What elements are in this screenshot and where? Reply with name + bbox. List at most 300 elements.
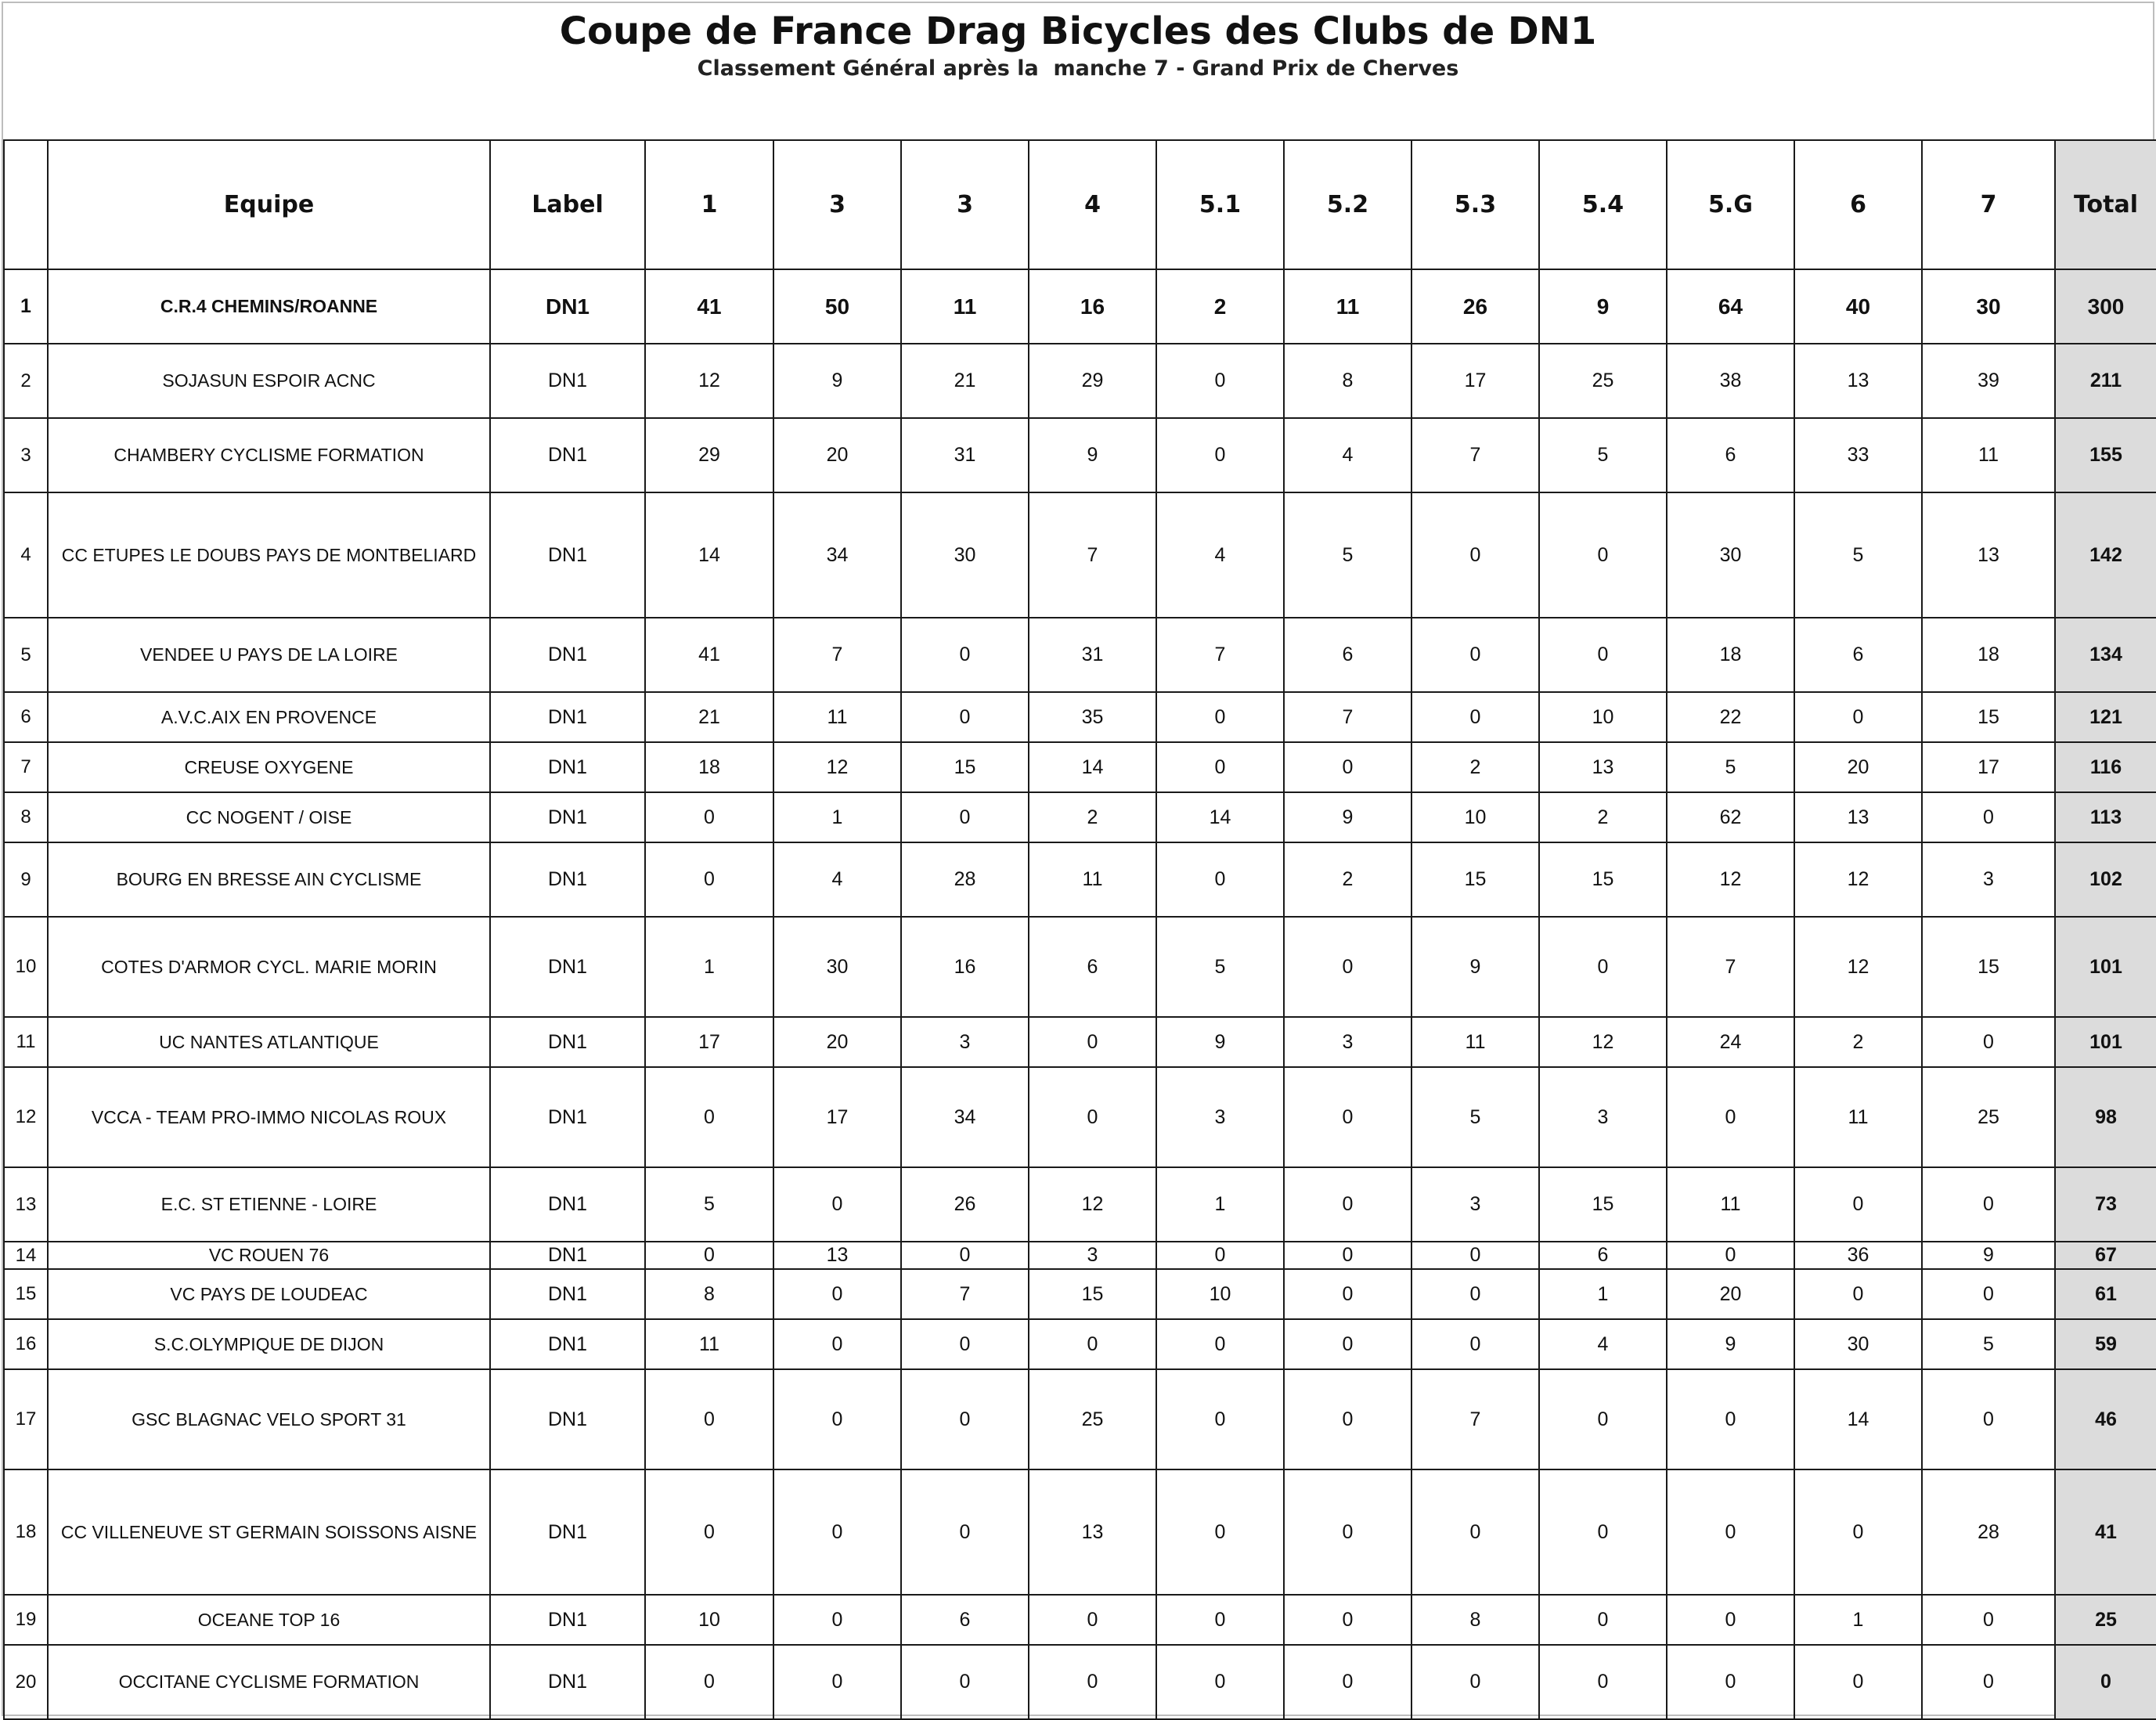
- manche-6-score-cell: 0: [1794, 692, 1922, 742]
- manche-5-3-score-cell: 7: [1411, 1369, 1539, 1469]
- rank-cell: 18: [4, 1469, 48, 1595]
- manche-5-3-score-cell: 0: [1411, 1242, 1539, 1269]
- manche-5-4-score-cell: 0: [1539, 1595, 1667, 1645]
- manche-3b-score-cell: 0: [901, 792, 1029, 842]
- manche-1-score-cell: 0: [645, 1242, 773, 1269]
- label-cell: DN1: [490, 1242, 645, 1269]
- rank-header: [4, 140, 48, 269]
- manche-5-1-header: 5.1: [1156, 140, 1284, 269]
- manche-5-g-score-cell: 38: [1667, 344, 1794, 418]
- manche-3a-score-cell: 13: [773, 1242, 901, 1269]
- manche-6-score-cell: 33: [1794, 418, 1922, 492]
- table-row: [4, 492, 2156, 618]
- manche-3b-score-cell: 3: [901, 1017, 1029, 1067]
- manche-1-score-cell: 8: [645, 1269, 773, 1319]
- manche-5-g-score-cell: 12: [1667, 842, 1794, 917]
- table-row: [4, 1595, 2156, 1645]
- rank-cell: 16: [4, 1319, 48, 1369]
- manche-5-1-score-cell: 2: [1156, 269, 1284, 344]
- team-name-cell: CC NOGENT / OISE: [48, 792, 490, 842]
- team-name-cell: CC ETUPES LE DOUBS PAYS DE MONTBELIARD: [48, 492, 490, 618]
- label-cell: DN1: [490, 1319, 645, 1369]
- manche-3b-score-cell: 0: [901, 1242, 1029, 1269]
- manche-5-2-score-cell: 4: [1284, 418, 1411, 492]
- manche-4-score-cell: 31: [1029, 618, 1156, 692]
- manche-7-score-cell: 0: [1922, 1167, 2055, 1242]
- manche-5-2-score-cell: 0: [1284, 917, 1411, 1017]
- manche-4-score-cell: 13: [1029, 1469, 1156, 1595]
- manche-5-2-score-cell: 0: [1284, 1067, 1411, 1167]
- manche-5-3-score-cell: 0: [1411, 492, 1539, 618]
- rank-cell: 5: [4, 618, 48, 692]
- manche-5-4-score-cell: 0: [1539, 492, 1667, 618]
- manche-5-2-score-cell: 0: [1284, 1595, 1411, 1645]
- manche-3b-score-cell: 31: [901, 418, 1029, 492]
- manche-3a-score-cell: 12: [773, 742, 901, 792]
- manche-5-3-score-cell: 0: [1411, 692, 1539, 742]
- label-cell: DN1: [490, 1017, 645, 1067]
- manche-5-2-score-cell: 9: [1284, 792, 1411, 842]
- manche-1-score-cell: 0: [645, 792, 773, 842]
- table-row: [4, 792, 2156, 842]
- manche-5-4-score-cell: 1: [1539, 1269, 1667, 1319]
- rank-cell: 17: [4, 1369, 48, 1469]
- manche-5-1-score-cell: 0: [1156, 1595, 1284, 1645]
- manche-5-2-score-cell: 5: [1284, 492, 1411, 618]
- table-row: [4, 1017, 2156, 1067]
- manche-3a-score-cell: 0: [773, 1369, 901, 1469]
- label-cell: DN1: [490, 269, 645, 344]
- rank-cell: 19: [4, 1595, 48, 1645]
- total-cell: 73: [2055, 1167, 2156, 1242]
- team-name-cell: S.C.OLYMPIQUE DE DIJON: [48, 1319, 490, 1369]
- rank-cell: 4: [4, 492, 48, 618]
- manche-7-score-cell: 0: [1922, 1595, 2055, 1645]
- manche-5-g-score-cell: 0: [1667, 1369, 1794, 1469]
- manche-3b-score-cell: 6: [901, 1595, 1029, 1645]
- manche-5-4-score-cell: 4: [1539, 1319, 1667, 1369]
- total-cell: 142: [2055, 492, 2156, 618]
- manche-3a-score-cell: 20: [773, 1017, 901, 1067]
- table-row: [4, 692, 2156, 742]
- team-name-cell: BOURG EN BRESSE AIN CYCLISME: [48, 842, 490, 917]
- manche-5-3-score-cell: 0: [1411, 618, 1539, 692]
- manche-5-4-score-cell: 12: [1539, 1017, 1667, 1067]
- manche-1-score-cell: 21: [645, 692, 773, 742]
- total-cell: 113: [2055, 792, 2156, 842]
- label-header: Label: [490, 140, 645, 269]
- manche-1-score-cell: 18: [645, 742, 773, 792]
- total-cell: 61: [2055, 1269, 2156, 1319]
- manche-5-1-score-cell: 9: [1156, 1017, 1284, 1067]
- manche-6-header: 6: [1794, 140, 1922, 269]
- manche-3a-score-cell: 7: [773, 618, 901, 692]
- manche-5-4-score-cell: 3: [1539, 1067, 1667, 1167]
- manche-5-4-score-cell: 0: [1539, 1645, 1667, 1719]
- manche-5-g-score-cell: 30: [1667, 492, 1794, 618]
- manche-6-score-cell: 2: [1794, 1017, 1922, 1067]
- manche-5-3-score-cell: 11: [1411, 1017, 1539, 1067]
- total-cell: 59: [2055, 1319, 2156, 1369]
- manche-5-g-score-cell: 0: [1667, 1242, 1794, 1269]
- manche-6-score-cell: 20: [1794, 742, 1922, 792]
- label-cell: DN1: [490, 1595, 645, 1645]
- manche-5-2-score-cell: 0: [1284, 1645, 1411, 1719]
- manche-3b-score-cell: 34: [901, 1067, 1029, 1167]
- manche-5-g-score-cell: 5: [1667, 742, 1794, 792]
- manche-5-1-score-cell: 0: [1156, 1242, 1284, 1269]
- team-name-cell: VC ROUEN 76: [48, 1242, 490, 1269]
- team-name-cell: CHAMBERY CYCLISME FORMATION: [48, 418, 490, 492]
- rank-cell: 1: [4, 269, 48, 344]
- rank-cell: 10: [4, 917, 48, 1017]
- manche-6-score-cell: 6: [1794, 618, 1922, 692]
- manche-7-score-cell: 28: [1922, 1469, 2055, 1595]
- manche-5-4-score-cell: 9: [1539, 269, 1667, 344]
- manche-5-1-score-cell: 14: [1156, 792, 1284, 842]
- total-cell: 98: [2055, 1067, 2156, 1167]
- manche-3a-score-cell: 11: [773, 692, 901, 742]
- manche-7-score-cell: 18: [1922, 618, 2055, 692]
- manche-5-4-score-cell: 0: [1539, 917, 1667, 1017]
- team-name-cell: CC VILLENEUVE ST GERMAIN SOISSONS AISNE: [48, 1469, 490, 1595]
- manche-5-g-score-cell: 0: [1667, 1595, 1794, 1645]
- total-cell: 101: [2055, 1017, 2156, 1067]
- manche-3a-score-cell: 50: [773, 269, 901, 344]
- manche-7-score-cell: 3: [1922, 842, 2055, 917]
- manche-7-score-cell: 30: [1922, 269, 2055, 344]
- manche-4-score-cell: 0: [1029, 1017, 1156, 1067]
- manche-5-g-score-cell: 0: [1667, 1469, 1794, 1595]
- manche-5-2-score-cell: 0: [1284, 1167, 1411, 1242]
- rank-cell: 9: [4, 842, 48, 917]
- manche-5-3-score-cell: 15: [1411, 842, 1539, 917]
- table-row: [4, 917, 2156, 1017]
- manche-3b-score-cell: 30: [901, 492, 1029, 618]
- manche-5-g-header: 5.G: [1667, 140, 1794, 269]
- manche-5-g-score-cell: 6: [1667, 418, 1794, 492]
- label-cell: DN1: [490, 917, 645, 1017]
- manche-3b-score-cell: 21: [901, 344, 1029, 418]
- manche-5-1-score-cell: 10: [1156, 1269, 1284, 1319]
- manche-6-score-cell: 14: [1794, 1369, 1922, 1469]
- manche-5-g-score-cell: 24: [1667, 1017, 1794, 1067]
- total-cell: 25: [2055, 1595, 2156, 1645]
- rank-cell: 3: [4, 418, 48, 492]
- manche-3a-score-cell: 0: [773, 1595, 901, 1645]
- manche-5-2-score-cell: 0: [1284, 1469, 1411, 1595]
- total-cell: 134: [2055, 618, 2156, 692]
- manche-5-4-score-cell: 6: [1539, 1242, 1667, 1269]
- manche-6-score-cell: 1: [1794, 1595, 1922, 1645]
- table-row: [4, 269, 2156, 344]
- manche-6-score-cell: 0: [1794, 1269, 1922, 1319]
- manche-3b-header: 3: [901, 140, 1029, 269]
- manche-6-score-cell: 36: [1794, 1242, 1922, 1269]
- manche-5-1-score-cell: 1: [1156, 1167, 1284, 1242]
- label-cell: DN1: [490, 492, 645, 618]
- manche-7-score-cell: 0: [1922, 792, 2055, 842]
- manche-1-score-cell: 14: [645, 492, 773, 618]
- table-row: [4, 344, 2156, 418]
- rank-cell: 11: [4, 1017, 48, 1067]
- manche-4-score-cell: 15: [1029, 1269, 1156, 1319]
- table-row: [4, 618, 2156, 692]
- total-cell: 101: [2055, 917, 2156, 1017]
- manche-5-2-score-cell: 0: [1284, 1242, 1411, 1269]
- manche-1-score-cell: 11: [645, 1319, 773, 1369]
- manche-1-score-cell: 41: [645, 618, 773, 692]
- manche-5-1-score-cell: 0: [1156, 1319, 1284, 1369]
- manche-4-score-cell: 6: [1029, 917, 1156, 1017]
- rank-cell: 6: [4, 692, 48, 742]
- manche-5-2-score-cell: 3: [1284, 1017, 1411, 1067]
- manche-5-3-score-cell: 8: [1411, 1595, 1539, 1645]
- manche-5-3-header: 5.3: [1411, 140, 1539, 269]
- rank-cell: 14: [4, 1242, 48, 1269]
- manche-5-3-score-cell: 0: [1411, 1269, 1539, 1319]
- manche-5-1-score-cell: 5: [1156, 917, 1284, 1017]
- total-cell: 211: [2055, 344, 2156, 418]
- manche-3b-score-cell: 16: [901, 917, 1029, 1017]
- manche-6-score-cell: 13: [1794, 344, 1922, 418]
- team-name-cell: VENDEE U PAYS DE LA LOIRE: [48, 618, 490, 692]
- label-cell: DN1: [490, 742, 645, 792]
- manche-3a-score-cell: 9: [773, 344, 901, 418]
- manche-5-2-score-cell: 11: [1284, 269, 1411, 344]
- manche-5-3-score-cell: 17: [1411, 344, 1539, 418]
- manche-5-g-score-cell: 9: [1667, 1319, 1794, 1369]
- manche-5-1-score-cell: 4: [1156, 492, 1284, 618]
- manche-3b-score-cell: 0: [901, 1469, 1029, 1595]
- manche-1-score-cell: 0: [645, 1469, 773, 1595]
- manche-7-score-cell: 13: [1922, 492, 2055, 618]
- manche-5-1-score-cell: 0: [1156, 1469, 1284, 1595]
- team-name-cell: COTES D'ARMOR CYCL. MARIE MORIN: [48, 917, 490, 1017]
- manche-7-score-cell: 5: [1922, 1319, 2055, 1369]
- total-cell: 300: [2055, 269, 2156, 344]
- total-cell: 102: [2055, 842, 2156, 917]
- manche-4-score-cell: 0: [1029, 1595, 1156, 1645]
- manche-1-score-cell: 0: [645, 842, 773, 917]
- manche-5-1-score-cell: 3: [1156, 1067, 1284, 1167]
- label-cell: DN1: [490, 1645, 645, 1719]
- manche-5-4-score-cell: 15: [1539, 1167, 1667, 1242]
- manche-5-g-score-cell: 64: [1667, 269, 1794, 344]
- manche-4-score-cell: 12: [1029, 1167, 1156, 1242]
- manche-3a-score-cell: 0: [773, 1167, 901, 1242]
- label-cell: DN1: [490, 418, 645, 492]
- manche-1-score-cell: 12: [645, 344, 773, 418]
- manche-1-header: 1: [645, 140, 773, 269]
- table-row: [4, 1369, 2156, 1469]
- manche-3a-score-cell: 0: [773, 1319, 901, 1369]
- manche-5-1-score-cell: 0: [1156, 692, 1284, 742]
- manche-6-score-cell: 13: [1794, 792, 1922, 842]
- manche-5-g-score-cell: 62: [1667, 792, 1794, 842]
- manche-7-score-cell: 15: [1922, 917, 2055, 1017]
- label-cell: DN1: [490, 1167, 645, 1242]
- manche-5-g-score-cell: 22: [1667, 692, 1794, 742]
- manche-7-header: 7: [1922, 140, 2055, 269]
- manche-5-3-score-cell: 26: [1411, 269, 1539, 344]
- total-cell: 67: [2055, 1242, 2156, 1269]
- manche-7-score-cell: 17: [1922, 742, 2055, 792]
- team-name-cell: CREUSE OXYGENE: [48, 742, 490, 792]
- manche-6-score-cell: 0: [1794, 1645, 1922, 1719]
- table-row: [4, 1319, 2156, 1369]
- manche-5-1-score-cell: 0: [1156, 344, 1284, 418]
- page-subtitle: Classement Général après la manche 7 - Grand Prix de Cherves: [697, 56, 1459, 81]
- label-cell: DN1: [490, 1469, 645, 1595]
- team-name-cell: GSC BLAGNAC VELO SPORT 31: [48, 1369, 490, 1469]
- label-cell: DN1: [490, 1369, 645, 1469]
- manche-7-score-cell: 0: [1922, 1645, 2055, 1719]
- manche-1-score-cell: 10: [645, 1595, 773, 1645]
- manche-5-1-score-cell: 0: [1156, 742, 1284, 792]
- rank-cell: 20: [4, 1645, 48, 1719]
- page-title: Coupe de France Drag Bicycles des Clubs de DN1: [559, 9, 1597, 53]
- manche-6-score-cell: 11: [1794, 1067, 1922, 1167]
- manche-5-4-score-cell: 0: [1539, 618, 1667, 692]
- manche-5-g-score-cell: 7: [1667, 917, 1794, 1017]
- manche-1-score-cell: 17: [645, 1017, 773, 1067]
- manche-4-score-cell: 35: [1029, 692, 1156, 742]
- manche-5-2-header: 5.2: [1284, 140, 1411, 269]
- manche-5-2-score-cell: 0: [1284, 742, 1411, 792]
- manche-7-score-cell: 0: [1922, 1269, 2055, 1319]
- manche-3b-score-cell: 0: [901, 1319, 1029, 1369]
- manche-5-4-score-cell: 2: [1539, 792, 1667, 842]
- header-row: [4, 140, 2156, 269]
- manche-5-2-score-cell: 0: [1284, 1269, 1411, 1319]
- manche-5-4-score-cell: 5: [1539, 418, 1667, 492]
- manche-4-score-cell: 14: [1029, 742, 1156, 792]
- manche-3b-score-cell: 7: [901, 1269, 1029, 1319]
- manche-7-score-cell: 0: [1922, 1369, 2055, 1469]
- standings-table: [3, 139, 2156, 1720]
- manche-3b-score-cell: 0: [901, 1369, 1029, 1469]
- manche-5-g-score-cell: 18: [1667, 618, 1794, 692]
- rank-cell: 13: [4, 1167, 48, 1242]
- manche-4-score-cell: 16: [1029, 269, 1156, 344]
- manche-5-3-score-cell: 0: [1411, 1645, 1539, 1719]
- manche-3b-score-cell: 28: [901, 842, 1029, 917]
- team-name-cell: UC NANTES ATLANTIQUE: [48, 1017, 490, 1067]
- manche-5-1-score-cell: 0: [1156, 1645, 1284, 1719]
- manche-5-2-score-cell: 0: [1284, 1369, 1411, 1469]
- table-row: [4, 1645, 2156, 1719]
- manche-1-score-cell: 0: [645, 1067, 773, 1167]
- manche-5-g-score-cell: 0: [1667, 1645, 1794, 1719]
- table-row: [4, 1469, 2156, 1595]
- manche-5-4-score-cell: 15: [1539, 842, 1667, 917]
- manche-1-score-cell: 1: [645, 917, 773, 1017]
- manche-4-score-cell: 0: [1029, 1645, 1156, 1719]
- manche-4-score-cell: 29: [1029, 344, 1156, 418]
- manche-3a-score-cell: 30: [773, 917, 901, 1017]
- manche-5-4-score-cell: 25: [1539, 344, 1667, 418]
- total-cell: 41: [2055, 1469, 2156, 1595]
- table-row: [4, 1067, 2156, 1167]
- manche-5-1-score-cell: 7: [1156, 618, 1284, 692]
- manche-1-score-cell: 0: [645, 1645, 773, 1719]
- total-header: Total: [2055, 140, 2156, 269]
- table-row: [4, 1269, 2156, 1319]
- team-name-cell: VCCA - TEAM PRO-IMMO NICOLAS ROUX: [48, 1067, 490, 1167]
- manche-6-score-cell: 0: [1794, 1469, 1922, 1595]
- manche-3a-score-cell: 4: [773, 842, 901, 917]
- manche-5-3-score-cell: 7: [1411, 418, 1539, 492]
- manche-4-score-cell: 2: [1029, 792, 1156, 842]
- manche-4-score-cell: 0: [1029, 1067, 1156, 1167]
- manche-5-3-score-cell: 10: [1411, 792, 1539, 842]
- manche-5-3-score-cell: 3: [1411, 1167, 1539, 1242]
- manche-5-4-header: 5.4: [1539, 140, 1667, 269]
- manche-6-score-cell: 12: [1794, 842, 1922, 917]
- manche-3b-score-cell: 26: [901, 1167, 1029, 1242]
- manche-3b-score-cell: 0: [901, 1645, 1029, 1719]
- label-cell: DN1: [490, 692, 645, 742]
- manche-3a-score-cell: 0: [773, 1469, 901, 1595]
- manche-5-2-score-cell: 7: [1284, 692, 1411, 742]
- manche-4-header: 4: [1029, 140, 1156, 269]
- manche-3a-score-cell: 1: [773, 792, 901, 842]
- label-cell: DN1: [490, 618, 645, 692]
- manche-4-score-cell: 0: [1029, 1319, 1156, 1369]
- label-cell: DN1: [490, 344, 645, 418]
- team-name-cell: A.V.C.AIX EN PROVENCE: [48, 692, 490, 742]
- manche-5-2-score-cell: 6: [1284, 618, 1411, 692]
- manche-6-score-cell: 30: [1794, 1319, 1922, 1369]
- manche-6-score-cell: 0: [1794, 1167, 1922, 1242]
- total-cell: 155: [2055, 418, 2156, 492]
- manche-7-score-cell: 25: [1922, 1067, 2055, 1167]
- table-row: [4, 842, 2156, 917]
- manche-5-2-score-cell: 2: [1284, 842, 1411, 917]
- standings-sheet: [2, 2, 2154, 1716]
- manche-7-score-cell: 39: [1922, 344, 2055, 418]
- rank-cell: 8: [4, 792, 48, 842]
- manche-5-4-score-cell: 13: [1539, 742, 1667, 792]
- manche-3a-score-cell: 0: [773, 1269, 901, 1319]
- manche-4-score-cell: 11: [1029, 842, 1156, 917]
- manche-5-3-score-cell: 5: [1411, 1067, 1539, 1167]
- label-cell: DN1: [490, 1067, 645, 1167]
- manche-5-g-score-cell: 20: [1667, 1269, 1794, 1319]
- manche-7-score-cell: 15: [1922, 692, 2055, 742]
- manche-3b-score-cell: 11: [901, 269, 1029, 344]
- manche-6-score-cell: 12: [1794, 917, 1922, 1017]
- manche-3b-score-cell: 0: [901, 618, 1029, 692]
- rank-cell: 2: [4, 344, 48, 418]
- manche-4-score-cell: 3: [1029, 1242, 1156, 1269]
- standings-body: [4, 269, 2156, 1719]
- manche-3a-score-cell: 17: [773, 1067, 901, 1167]
- manche-5-3-score-cell: 9: [1411, 917, 1539, 1017]
- total-cell: 46: [2055, 1369, 2156, 1469]
- total-cell: 121: [2055, 692, 2156, 742]
- team-header: Equipe: [48, 140, 490, 269]
- team-name-cell: OCCITANE CYCLISME FORMATION: [48, 1645, 490, 1719]
- manche-5-3-score-cell: 0: [1411, 1319, 1539, 1369]
- label-cell: DN1: [490, 842, 645, 917]
- table-row: [4, 1167, 2156, 1242]
- manche-4-score-cell: 9: [1029, 418, 1156, 492]
- total-cell: 0: [2055, 1645, 2156, 1719]
- rank-cell: 15: [4, 1269, 48, 1319]
- manche-7-score-cell: 0: [1922, 1017, 2055, 1067]
